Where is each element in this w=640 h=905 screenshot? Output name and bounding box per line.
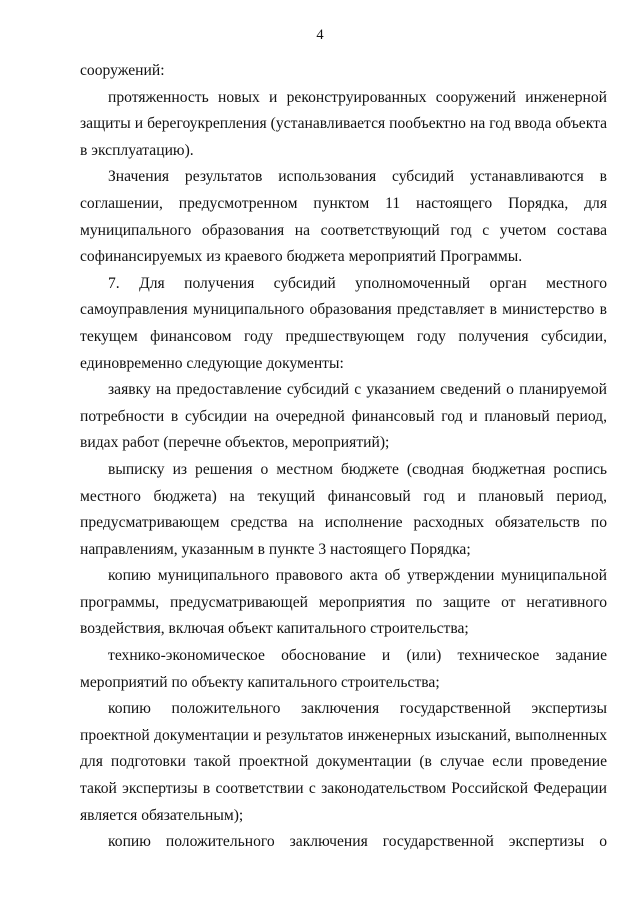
paragraph-result-values: Значения результатов использования субсидий устанавливаются в соглашении, предусмотренном пунктом 11 настоящего Порядка, для муниципального образования на соответствующий год с учетом состава софинансируемых из краевого бюджета мероприятий Программы. bbox=[80, 168, 607, 266]
paragraph-municipal-act: копию муниципального правового акта об утверждении муниципальной программы, предусматривающей мероприятия по защите от негативного воздействия, включая объект капитального строительства; bbox=[80, 567, 607, 638]
paragraph-expert-conclusion: копию положительного заключения государственной экспертизы проектной документации и результатов инженерных изысканий, выполненных для подготовки такой проектной документации (в случае если проведение такой экспертизы в соответствии с законодательством Российской Федерации является обязательным); bbox=[80, 700, 607, 824]
paragraph-item-7: 7. Для получения субсидий уполномоченный орган местного самоуправления муниципального образования представляет в министерство в текущем финансовом году предшествующем году получения субсидии, единовременно следующие документы: bbox=[80, 274, 607, 372]
paragraph-application: заявку на предоставление субсидий с указанием сведений о планируемой потребности в субсидии на очередной финансовый год и плановый период, видах работ (перечне объектов, мероприятий); bbox=[80, 381, 607, 452]
paragraph-protection-length: протяженность новых и реконструированных сооружений инженерной защиты и берегоукрепления (устанавливается пообъектно на год ввода объекта в эксплуатацию). bbox=[80, 88, 607, 159]
document-body bbox=[80, 58, 607, 856]
paragraph-expert-conclusion-cont: копию положительного заключения государственной экспертизы о bbox=[108, 833, 607, 851]
paragraph-continuation: сооружений: bbox=[80, 62, 165, 79]
paragraph-budget-extract: выписку из решения о местном бюджете (сводная бюджетная роспись местного бюджета) на текущий финансовый год и плановый период, предусматривающем средства на исполнение расходных обязательств по направлениям, указанным в пункте 3 настоящего Порядка; bbox=[80, 460, 607, 558]
page-number: 4 bbox=[316, 27, 324, 43]
paragraph-feasibility-study: технико-экономическое обоснование и (или) техническое задание мероприятий по объекту капитального строительства; bbox=[80, 647, 607, 691]
